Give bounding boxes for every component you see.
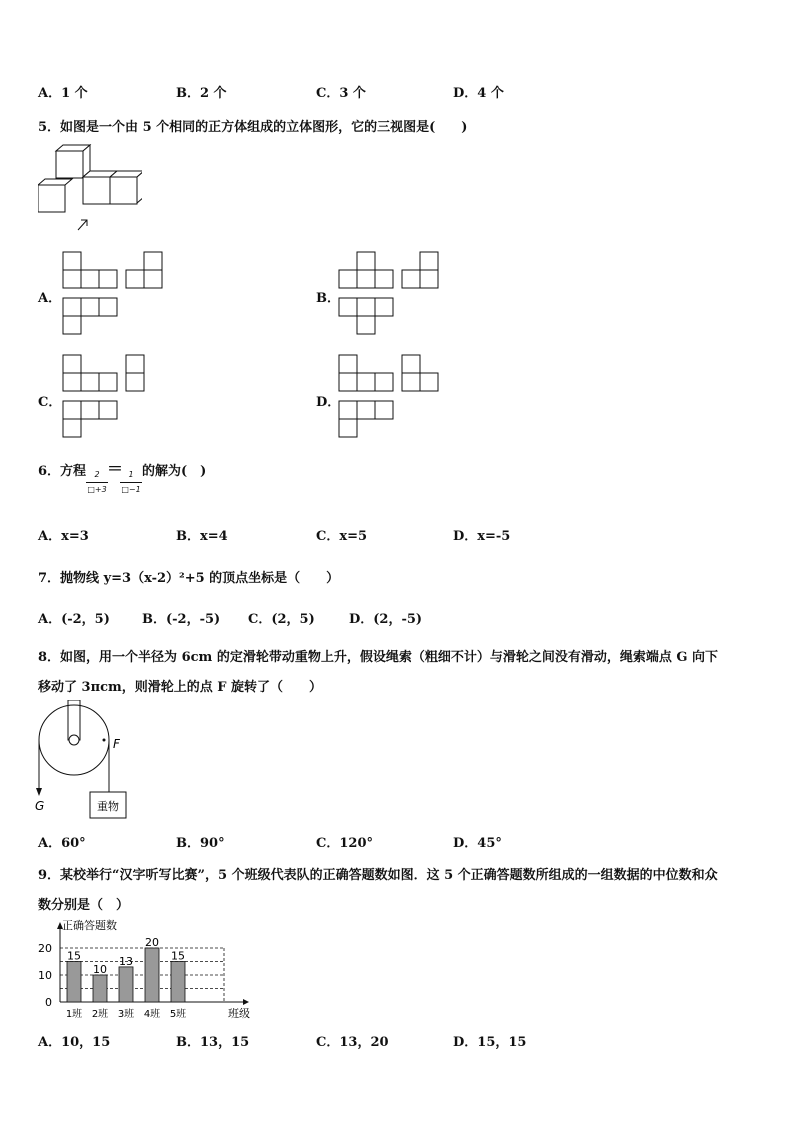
q4-option-b[interactable]: B．2 个: [176, 86, 227, 101]
q5-stem: 5．如图是一个由 5 个相同的正方体组成的立体图形，它的三视图是( ): [38, 120, 468, 135]
chart-category-label: 3班: [117, 1009, 135, 1020]
chart-bar: [67, 962, 81, 1003]
q4-option-d[interactable]: D．4 个: [453, 86, 504, 101]
q5-option-b-label[interactable]: B．: [316, 291, 340, 306]
q6-frac-right-num: 1: [128, 470, 134, 479]
q9-option-d[interactable]: D．15，15: [453, 1035, 527, 1050]
q9-option-a[interactable]: A．10，15: [38, 1035, 111, 1050]
q5-option-b-views[interactable]: [336, 250, 446, 336]
chart-category-label: 1班: [65, 1009, 83, 1020]
chart-ytick-label: 0: [45, 996, 52, 1009]
q4-option-a[interactable]: A．1 个: [38, 86, 88, 101]
q9-bar-chart: [38, 917, 254, 1023]
q8-label-f: F: [113, 737, 120, 751]
q7-option-d[interactable]: D．(2，-5): [349, 612, 423, 627]
q5-option-a-label[interactable]: A．: [38, 291, 62, 306]
q9-stem-line1: 9．某校举行“汉字听写比赛”，5 个班级代表队的正确答题数如图．这 5 个正确答题数所组成的一组数据的中位数和众: [38, 868, 718, 883]
chart-category-label: 5班: [169, 1009, 187, 1020]
chart-bar: [145, 948, 159, 1002]
q5-option-d-views[interactable]: [336, 353, 446, 439]
q9-option-b[interactable]: B．13，15: [176, 1035, 250, 1050]
q6-stem-suffix: 的解为( ): [142, 464, 207, 479]
chart-data-label: 20: [145, 936, 159, 949]
q8-option-a[interactable]: A．60°: [38, 836, 86, 851]
chart-category-label: 4班: [143, 1009, 161, 1020]
q4-option-c[interactable]: C．3 个: [316, 86, 366, 101]
q6-frac-left-bar: [86, 482, 108, 483]
chart-data-label: 13: [119, 954, 133, 968]
q6-frac-right-den: □−1: [121, 485, 141, 494]
q6-option-b[interactable]: B．x=4: [176, 529, 228, 544]
q6-equals: ＝: [107, 459, 124, 478]
q8-option-b[interactable]: B．90°: [176, 836, 225, 851]
q5-solid-figure: [38, 143, 142, 235]
q6-frac-left-num: 2: [94, 470, 100, 479]
q6-option-c[interactable]: C．x=5: [316, 529, 368, 544]
q7-option-b[interactable]: B．(-2，-5): [142, 612, 221, 627]
chart-ytick-label: 10: [38, 969, 52, 982]
chart-ylabel: 正确答题数: [62, 919, 117, 932]
chart-x-arrow: [243, 999, 249, 1005]
q8-option-d[interactable]: D．45°: [453, 836, 502, 851]
q7-stem: 7．抛物线 y=3（x-2）²+5 的顶点坐标是（ ）: [38, 571, 340, 586]
q6-frac-right-bar: [120, 482, 142, 483]
q8-option-c[interactable]: C．120°: [316, 836, 373, 851]
q6-frac-left-den: □+3: [87, 485, 107, 494]
chart-data-label: 15: [67, 949, 81, 963]
chart-bar: [93, 975, 107, 1002]
q8-weight-label: 重物: [97, 800, 119, 813]
q8-stem-line1: 8．如图，用一个半径为 6cm 的定滑轮带动重物上升，假设绳索（粗细不计）与滑轮之间没有滑动，绳索端点 G 向下: [38, 650, 718, 665]
q6-option-d[interactable]: D．x=-5: [453, 529, 511, 544]
q5-option-c-views[interactable]: [60, 353, 170, 439]
q8-pulley-figure: [32, 700, 132, 826]
chart-bar: [171, 962, 185, 1003]
chart-bar: [119, 967, 133, 1002]
q9-stem-line2: 数分别是（ ）: [38, 898, 130, 913]
q8-stem-line2: 移动了 3πcm，则滑轮上的点 F 旋转了（ ）: [38, 680, 323, 695]
q7-option-c[interactable]: C．(2，5): [248, 612, 315, 627]
q5-option-c-label[interactable]: C．: [38, 395, 62, 410]
chart-data-label: 10: [93, 963, 107, 976]
q6-stem-prefix: 6．方程: [38, 464, 87, 479]
q5-option-a-views[interactable]: [60, 250, 170, 336]
q7-option-a[interactable]: A．(-2，5): [38, 612, 110, 627]
chart-ytick-label: 20: [38, 942, 52, 955]
q9-option-c[interactable]: C．13，20: [316, 1035, 389, 1050]
q6-option-a[interactable]: A．x=3: [38, 529, 89, 544]
q5-option-d-label[interactable]: D．: [316, 395, 341, 410]
chart-xlabel: 班级: [228, 1007, 250, 1020]
chart-data-label: 15: [171, 949, 185, 963]
chart-category-label: 2班: [91, 1009, 109, 1020]
q8-label-g: G: [35, 799, 45, 813]
